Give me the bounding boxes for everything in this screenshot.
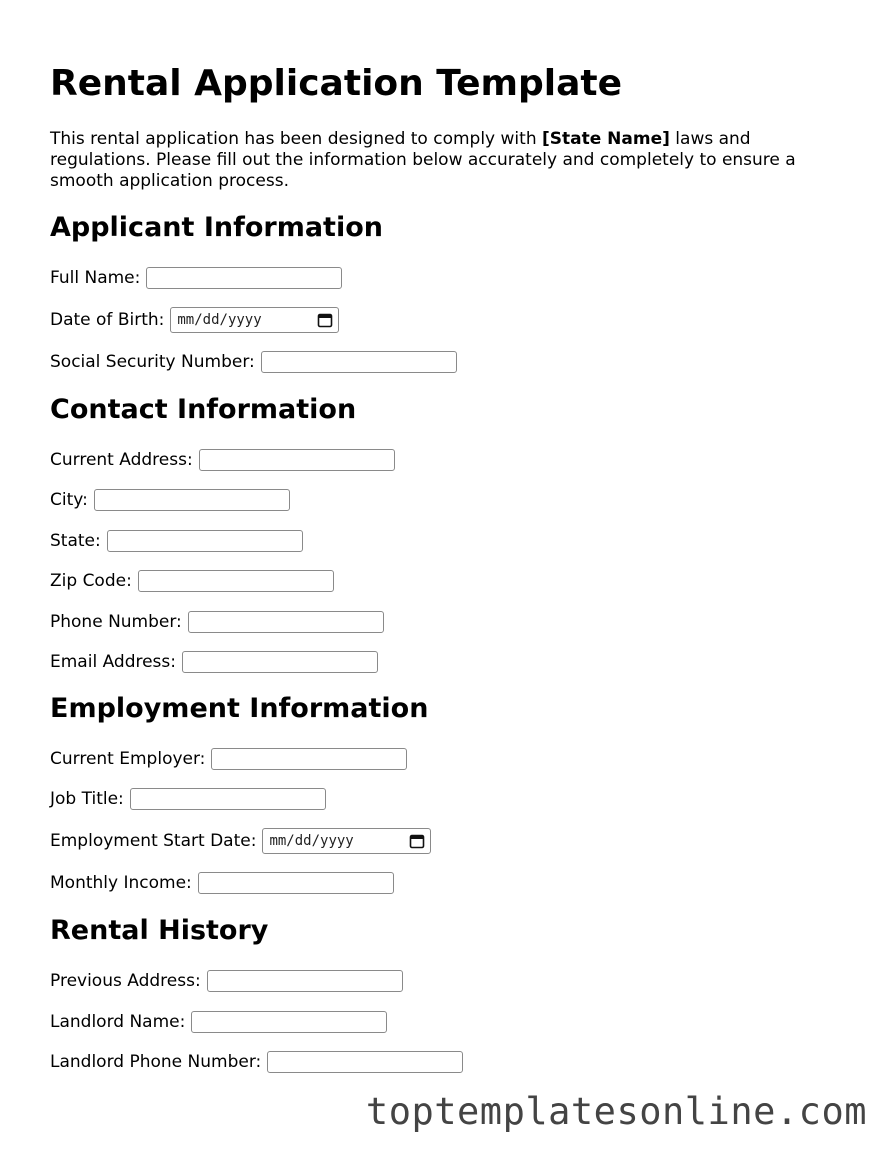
current-address-label: Current Address:: [50, 450, 193, 470]
landlord-phone-label: Landlord Phone Number:: [50, 1052, 262, 1072]
state-name-placeholder: [State Name]: [542, 129, 670, 149]
ssn-row: [50, 349, 457, 375]
applicant-info-heading: Applicant Information: [50, 212, 383, 243]
calendar-icon[interactable]: [409, 833, 425, 849]
job-title-input[interactable]: [130, 788, 326, 810]
previous-address-input[interactable]: [207, 970, 403, 992]
employment-start-date-row: [50, 828, 431, 854]
page-title: Rental Application Template: [50, 63, 623, 104]
city-input[interactable]: [94, 489, 290, 511]
email-address-label: Email Address:: [50, 652, 176, 672]
job-title-row: [50, 786, 326, 812]
state-input[interactable]: [107, 530, 303, 552]
zip-code-label: Zip Code:: [50, 571, 132, 591]
current-employer-input[interactable]: [211, 748, 407, 770]
previous-address-row: [50, 968, 403, 994]
landlord-name-label: Landlord Name:: [50, 1012, 186, 1032]
city-row: [50, 487, 290, 513]
date-of-birth-input[interactable]: [170, 307, 339, 333]
monthly-income-label: Monthly Income:: [50, 873, 192, 893]
state-label: State:: [50, 531, 101, 551]
current-address-input[interactable]: [199, 449, 395, 471]
date-of-birth-placeholder: mm/dd/yyyy: [177, 312, 262, 328]
employment-start-date-label: Employment Start Date:: [50, 831, 257, 851]
ssn-label: Social Security Number:: [50, 352, 255, 372]
state-row: [50, 528, 303, 554]
current-address-row: [50, 447, 395, 473]
zip-code-input[interactable]: [138, 570, 334, 592]
rental-history-heading: Rental History: [50, 915, 269, 946]
employment-start-date-placeholder: mm/dd/yyyy: [269, 833, 354, 849]
date-of-birth-label: Date of Birth:: [50, 310, 165, 330]
email-address-input[interactable]: [182, 651, 378, 673]
landlord-name-input[interactable]: [191, 1011, 387, 1033]
previous-address-label: Previous Address:: [50, 971, 201, 991]
landlord-phone-row: [50, 1049, 463, 1075]
ssn-input[interactable]: [261, 351, 457, 373]
intro-text-before: This rental application has been designed to comply with: [50, 129, 542, 149]
full-name-label: Full Name:: [50, 268, 141, 288]
full-name-row: [50, 265, 342, 291]
contact-info-heading: Contact Information: [50, 394, 357, 425]
full-name-input[interactable]: [146, 267, 342, 289]
monthly-income-input[interactable]: [198, 872, 394, 894]
monthly-income-row: [50, 870, 394, 896]
calendar-icon[interactable]: [317, 312, 333, 328]
email-address-row: [50, 649, 378, 675]
date-of-birth-row: [50, 307, 339, 333]
job-title-label: Job Title:: [50, 789, 124, 809]
employment-start-date-input[interactable]: [262, 828, 431, 854]
city-label: City:: [50, 490, 88, 510]
zip-code-row: [50, 568, 334, 594]
landlord-name-row: [50, 1009, 387, 1035]
current-employer-row: [50, 746, 407, 772]
phone-number-row: [50, 609, 384, 635]
phone-number-label: Phone Number:: [50, 612, 182, 632]
watermark: toptemplatesonline.com: [365, 1090, 867, 1133]
intro-paragraph: [50, 129, 840, 192]
landlord-phone-input[interactable]: [267, 1051, 463, 1073]
current-employer-label: Current Employer:: [50, 749, 206, 769]
intro-text-after: laws and regulations. Please fill out the information below accurately and completely to ensure a smooth application process.: [50, 129, 796, 191]
phone-number-input[interactable]: [188, 611, 384, 633]
employment-info-heading: Employment Information: [50, 693, 429, 724]
